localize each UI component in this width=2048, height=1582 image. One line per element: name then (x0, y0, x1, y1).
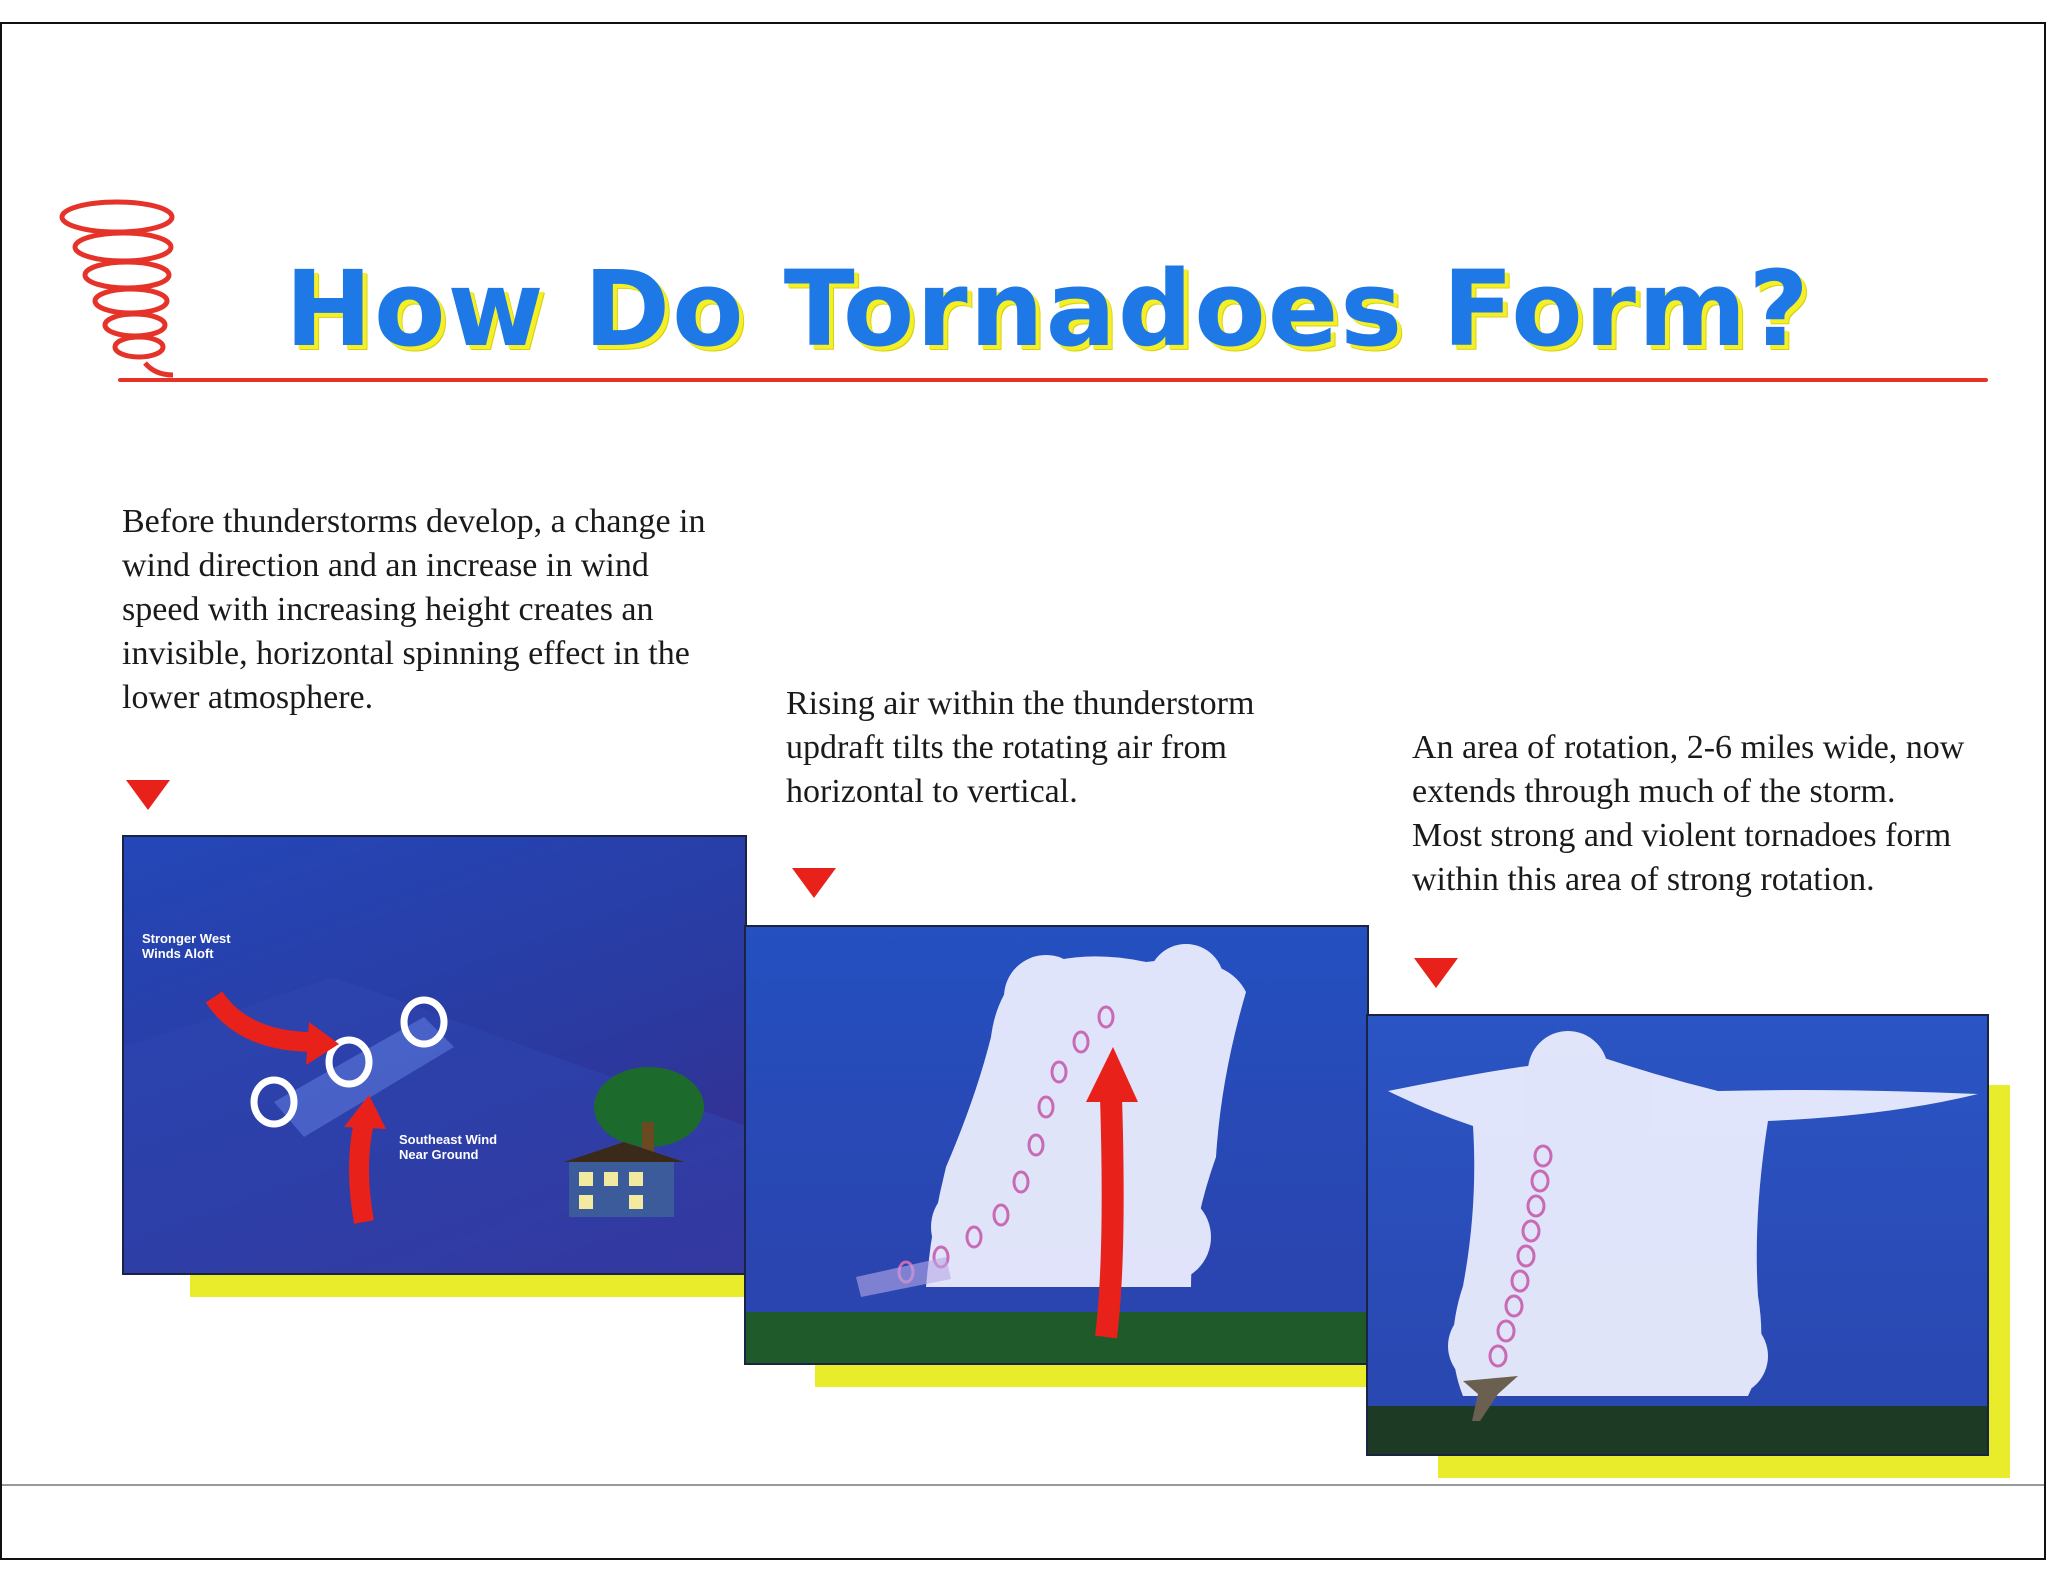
panel-2-illustration (744, 925, 1369, 1365)
down-triangle-icon (792, 868, 836, 898)
step-3-text: An area of rotation, 2-6 miles wide, now extends through much of the storm. Most strong and violent tornadoes form within this area of strong rotation. (1412, 729, 1965, 898)
footer-divider (2, 1484, 2044, 1486)
page-title: How Do Tornadoes Form? (285, 248, 1811, 370)
down-triangle-icon (126, 780, 170, 810)
spiral-tornado-icon (55, 195, 185, 380)
label-upper-winds: Stronger West Winds Aloft (142, 931, 231, 961)
title-underline (118, 378, 1988, 382)
step-1-text: Before thunderstorms develop, a change in wind direction and an increase in wind speed with increasing height creates an invisible, horizontal spinning effect in the lower atmosphere. (122, 503, 706, 716)
panel-3-illustration (1366, 1014, 1989, 1456)
panel-1-illustration (122, 835, 747, 1275)
step-2-text: Rising air within the thunderstorm updraft tilts the rotating air from horizontal to vertical. (786, 685, 1255, 810)
down-triangle-icon (1414, 958, 1458, 988)
label-lower-winds: Southeast Wind Near Ground (399, 1132, 498, 1162)
